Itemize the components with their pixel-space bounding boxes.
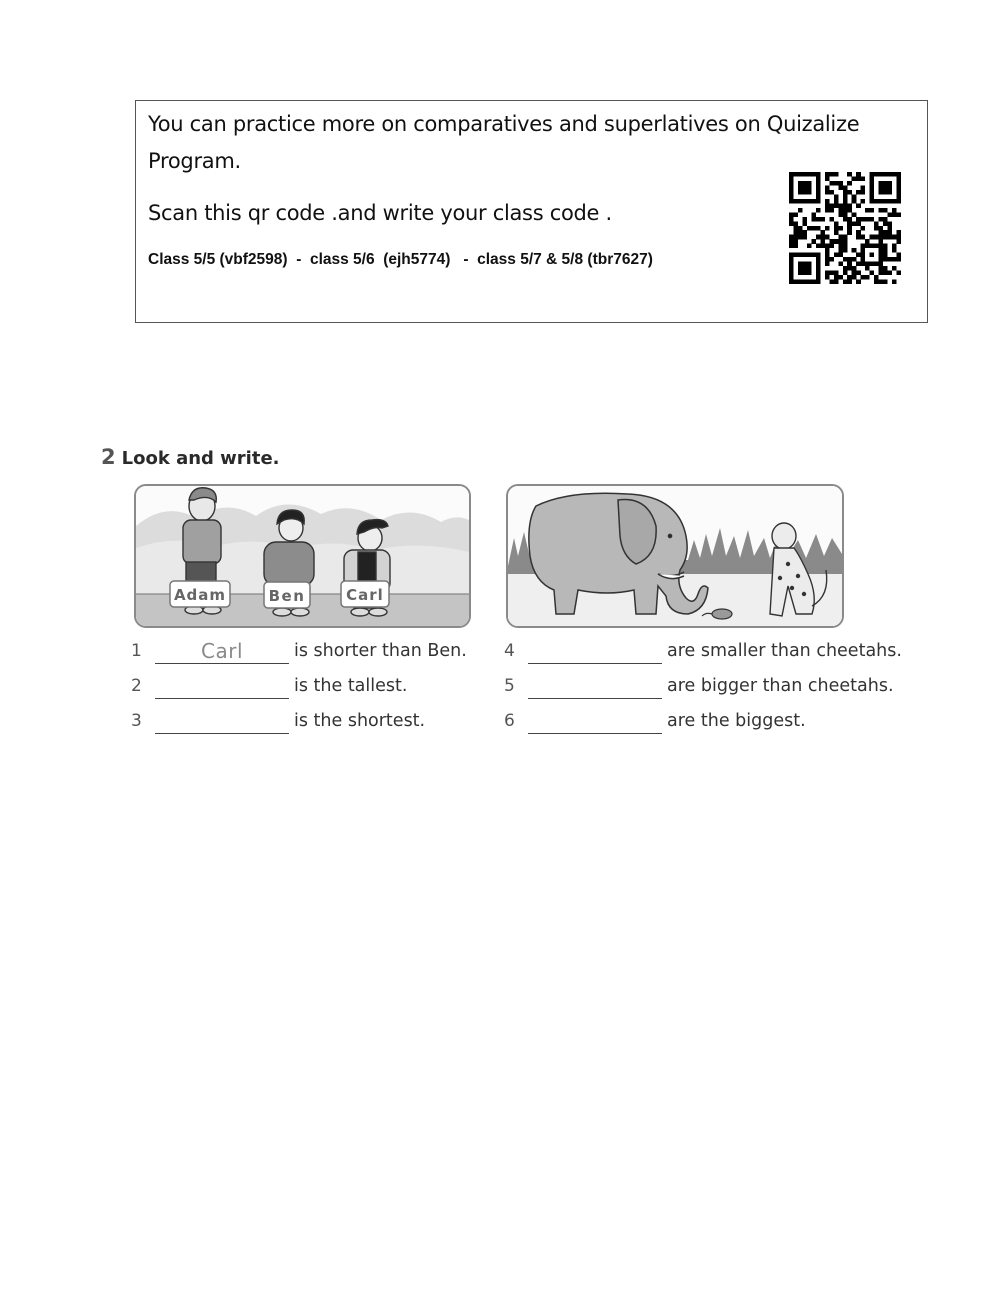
picture-boys xyxy=(134,484,471,628)
exercise-instruction: Look and write. xyxy=(121,448,280,469)
name-label-ben xyxy=(264,582,310,608)
question-number: 2 xyxy=(131,676,142,696)
question-number: 4 xyxy=(504,641,515,661)
class-codes: Class 5/5 (vbf2598) - class 5/6 (ejh5774) - class 5/7 & 5/8 (tbr7627) xyxy=(148,251,653,268)
answer-blank-5[interactable] xyxy=(528,674,662,699)
picture-animals xyxy=(506,484,844,628)
info-line-practice: You can practice more on comparatives and superlatives on Quizalize xyxy=(148,112,860,136)
svg-text:Carl: Carl xyxy=(346,586,384,604)
name-label-carl xyxy=(341,581,389,607)
answer-blank-4[interactable] xyxy=(528,639,662,664)
animals-illustration xyxy=(508,486,842,626)
question-text: are the biggest. xyxy=(667,711,806,731)
question-number: 5 xyxy=(504,676,515,696)
question-number: 3 xyxy=(131,711,142,731)
qr-code-icon[interactable] xyxy=(789,172,901,284)
question-number: 6 xyxy=(504,711,515,731)
info-line-program: Program. xyxy=(148,149,241,173)
question-number: 1 xyxy=(131,641,142,661)
question-text: is the shortest. xyxy=(294,711,426,731)
answer-blank-1[interactable]: Carl xyxy=(155,639,289,664)
question-text: is shorter than Ben. xyxy=(294,641,467,661)
boys-illustration xyxy=(136,486,469,626)
answer-blank-3[interactable] xyxy=(155,709,289,734)
svg-text:Adam: Adam xyxy=(173,586,227,604)
exercise-number: 2 xyxy=(101,445,116,469)
question-text: are bigger than cheetahs. xyxy=(667,676,894,696)
svg-text:Ben: Ben xyxy=(268,587,306,605)
answer-blank-2[interactable] xyxy=(155,674,289,699)
question-text: is the tallest. xyxy=(294,676,408,696)
exercise-header xyxy=(101,445,280,469)
info-line-scan: Scan this qr code .and write your class code . xyxy=(148,201,612,225)
answer-blank-6[interactable] xyxy=(528,709,662,734)
info-box xyxy=(135,100,928,323)
name-label-adam xyxy=(170,581,230,607)
question-text: are smaller than cheetahs. xyxy=(667,641,902,661)
